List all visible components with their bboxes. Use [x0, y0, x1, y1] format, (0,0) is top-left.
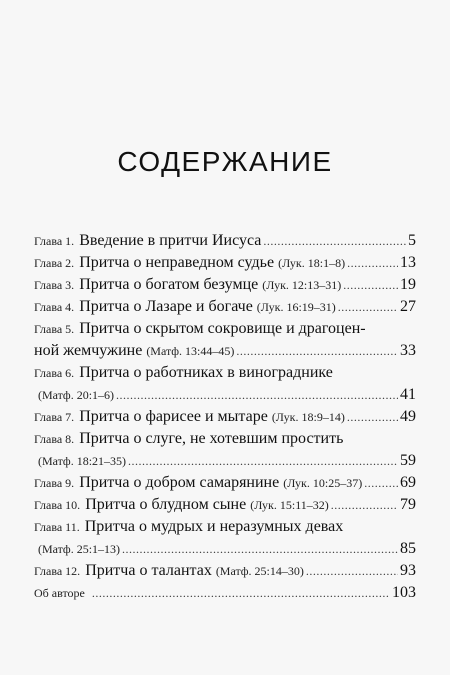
- toc-entry[interactable]: [34, 408, 416, 430]
- toc-leader: [343, 278, 398, 293]
- toc-page-number: 103: [392, 584, 416, 601]
- toc-page-number: 5: [408, 232, 416, 249]
- toc-page-number: 79: [400, 496, 416, 513]
- toc-chapter-label: Глава 6.: [34, 366, 75, 380]
- toc-chapter-label: Глава 4.: [34, 300, 75, 314]
- toc-leader: [236, 344, 398, 359]
- toc-entry-continuation[interactable]: [34, 452, 416, 474]
- toc-entry[interactable]: [34, 232, 416, 254]
- toc-page-number: 85: [400, 540, 416, 557]
- toc-chapter-title: Притча о Лазаре и богаче: [79, 298, 253, 315]
- toc-leader: [92, 586, 390, 601]
- toc-chapter-label: Глава 9.: [34, 476, 75, 490]
- toc-reference: (Матф. 13:44–45): [146, 344, 235, 358]
- toc-chapter-label: Глава 11.: [34, 520, 80, 534]
- toc-entry[interactable]: [34, 562, 416, 584]
- toc-chapter-title: Притча о талантах: [85, 562, 212, 579]
- toc-entry[interactable]: [34, 276, 416, 298]
- toc-page-number: 27: [400, 298, 416, 315]
- toc-entry[interactable]: [34, 518, 416, 540]
- toc-chapter-label: Глава 10.: [34, 498, 81, 512]
- toc-leader: [128, 454, 398, 469]
- toc-reference: (Матф. 25:14–30): [215, 564, 304, 578]
- toc-chapter-title: Притча о скрытом сокровище и драгоцен-: [79, 320, 366, 337]
- toc-entry[interactable]: [34, 364, 416, 386]
- toc-page-number: 59: [400, 452, 416, 469]
- toc-leader: [364, 476, 398, 491]
- toc-chapter-title: Притча о слуге, не хотевшим простить: [79, 430, 344, 447]
- toc-leader: [306, 564, 398, 579]
- toc-entry[interactable]: [34, 474, 416, 496]
- toc-leader: [347, 256, 398, 271]
- toc-chapter-title: Введение в притчи Иисуса: [79, 232, 262, 249]
- toc-chapter-label: Глава 2.: [34, 256, 75, 270]
- toc-chapter-label: Глава 12.: [34, 564, 81, 578]
- toc-chapter-title: Притча о добром самарянине: [79, 474, 280, 491]
- toc-chapter-title: Притча о мудрых и неразумных девах: [84, 518, 344, 535]
- toc-reference: (Лук. 10:25–37): [283, 476, 363, 490]
- toc-leader: [347, 410, 398, 425]
- toc-reference: (Лук. 16:19–31): [256, 300, 336, 314]
- toc-chapter-label: Глава 1.: [34, 234, 75, 248]
- toc-chapter-label: Глава 3.: [34, 278, 75, 292]
- toc-reference: (Лук. 18:1–8): [278, 256, 346, 270]
- toc-chapter-title: Притча о неправедном судье: [79, 254, 275, 271]
- toc-chapter-title-continued: ной жемчужине: [34, 342, 143, 359]
- toc-page-number: 41: [400, 386, 416, 403]
- toc-leader: [116, 388, 398, 403]
- toc-page-number: 19: [400, 276, 416, 293]
- toc-entry-continuation[interactable]: [34, 540, 416, 562]
- toc-chapter-label: Глава 8.: [34, 432, 75, 446]
- toc-reference: (Матф. 20:1–6): [38, 388, 115, 402]
- toc-entry-continuation[interactable]: [34, 342, 416, 364]
- toc-about-author-label: Об авторе: [34, 586, 85, 600]
- toc-leader: [122, 542, 398, 557]
- toc-reference: (Матф. 18:21–35): [38, 454, 127, 468]
- toc-page-number: 33: [400, 342, 416, 359]
- toc-entry-about-author[interactable]: [34, 584, 416, 606]
- table-of-contents: [34, 232, 416, 606]
- toc-entry[interactable]: [34, 496, 416, 518]
- toc-chapter-title: Притча о богатом безумце: [79, 276, 259, 293]
- toc-entry-continuation[interactable]: [34, 386, 416, 408]
- toc-entry[interactable]: [34, 320, 416, 342]
- toc-chapter-title: Притча о фарисее и мытаре: [79, 408, 268, 425]
- toc-chapter-title: Притча о блудном сыне: [85, 496, 247, 513]
- toc-page-number: 13: [400, 254, 416, 271]
- toc-reference: (Лук. 18:9–14): [271, 410, 345, 424]
- page-title: СОДЕРЖАНИЕ: [117, 146, 333, 177]
- toc-reference: (Лук. 12:13–31): [262, 278, 342, 292]
- toc-reference: (Лук. 15:11–32): [250, 498, 329, 512]
- toc-chapter-title: Притча о работниках в винограднике: [79, 364, 333, 381]
- toc-chapter-label: Глава 7.: [34, 410, 75, 424]
- toc-leader: [263, 234, 406, 249]
- toc-entry[interactable]: [34, 430, 416, 452]
- toc-chapter-label: Глава 5.: [34, 322, 75, 336]
- toc-leader: [338, 300, 398, 315]
- toc-reference: (Матф. 25:1–13): [38, 542, 121, 556]
- toc-leader: [331, 498, 398, 513]
- toc-page-number: 49: [400, 408, 416, 425]
- toc-page-number: 69: [400, 474, 416, 491]
- toc-entry[interactable]: [34, 298, 416, 320]
- toc-page-number: 93: [400, 562, 416, 579]
- toc-entry[interactable]: [34, 254, 416, 276]
